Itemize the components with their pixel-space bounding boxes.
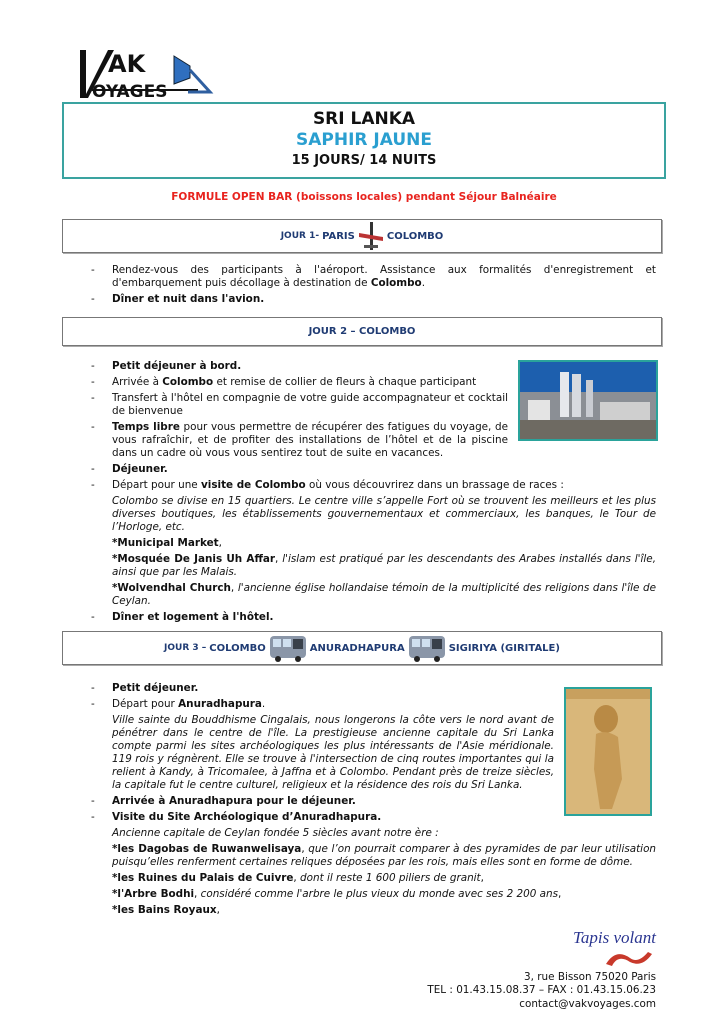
text-segment: Petit déjeuner à bord.: [112, 360, 242, 372]
text-segment: Visite du Site Archéologique d’Anuradhapura.: [112, 811, 382, 823]
text-segment: ,: [194, 888, 201, 900]
program-bullet: [62, 293, 656, 306]
program-bullet: [62, 698, 656, 711]
day-header-text: JOUR 2 – COLOMBO: [308, 326, 416, 337]
text-segment: que l’on pourrait comparer à des pyramides de par leur utilisation puisqu’elles renferment certaines reliques déposées par les rois, mais elles sont en forme de dôme.: [112, 843, 657, 868]
text-segment: Ville sainte du Bouddhisme Cingalais, nous longerons la côte vers le nord avant de pénétrer dans le centre de l'île. La prestigieuse ancienne capitale du Sri Lanka compte parmi les sites archéologiques les plus intéressants de l'Asie méridionale. 119 rois y régnèrent. Elle se trouve à l'intersection de cinq routes importantes qui la relient à Kandy, à Tricomalee, à Jaffna et à Colombo. Pendant près de treize siècles, la capitale fut le centre culturel, religieux et la résidence des rois du Sri Lanka.: [112, 714, 554, 791]
tapis-volant-logo: [427, 948, 656, 971]
text-segment: Anuradhapura: [178, 698, 262, 710]
text-segment: Arrivée à Anuradhapura pour le déjeuner.: [112, 795, 356, 807]
text-segment: ,: [216, 904, 220, 916]
program-bullet: [62, 611, 656, 624]
footer-contact: [427, 928, 656, 1011]
plane-icon: [358, 221, 384, 251]
text-segment: où vous découvrirez dans un brassage de races :: [305, 479, 564, 491]
text-segment: Temps libre: [112, 421, 180, 433]
email-link[interactable]: contact@vakvoyages.com: [519, 997, 656, 1010]
text-segment: Dîner et logement à l'hôtel.: [112, 611, 274, 623]
text-segment: Dîner et nuit dans l'avion.: [112, 293, 265, 305]
day-header-text: COLOMBO: [209, 642, 266, 654]
text-segment: Déjeuner.: [112, 463, 168, 475]
program-paragraph: [62, 582, 656, 608]
text-segment: Rendez-vous des participants à l'aéroport. Assistance aux formalités d'enregistrement et d'embarquement puis décollage à destination de: [112, 264, 656, 289]
vak-voyages-logo: [78, 46, 218, 100]
text-segment: ,: [293, 872, 301, 884]
address: 3, rue Bisson 75020 Paris: [524, 970, 656, 983]
text-segment: ,: [230, 582, 238, 594]
day-header-text: COLOMBO: [386, 230, 444, 242]
text-segment: pour vous permettre de récupérer des fatigues du voyage, de vous rafraîchir, et de profiter des installations de l’hôtel et de la piscine dans un cadre où vous vous sentirez tout de suite en vacances.: [112, 421, 508, 459]
text-segment: *les Ruines du Palais de Cuivre: [112, 872, 294, 884]
text-segment: *Mosquée De Janis Uh Affar: [112, 553, 276, 565]
text-segment: Colombo: [370, 277, 422, 289]
phone-fax: TEL : 01.43.15.08.37 – FAX : 01.43.15.06.23: [427, 984, 656, 996]
program-paragraph: [62, 888, 656, 901]
program-paragraph: [62, 843, 656, 869]
text-segment: l'ancienne église hollandaise témoin de la multiplicité des religions dans l'île de Ceylan.: [112, 582, 656, 607]
bus-icon: [269, 633, 307, 663]
day-header-text: ANURADHAPURA: [309, 642, 405, 654]
text-segment: .: [261, 698, 266, 710]
day-1-header: [62, 219, 662, 253]
program-paragraph: [62, 714, 656, 792]
text-segment: considéré comme l'arbre le plus vieux du monde avec ses 2 200 ans: [200, 888, 559, 900]
text-segment: Colombo: [162, 376, 214, 388]
day-header-text: JOUR 3 –: [164, 643, 207, 653]
bus-icon: [408, 633, 446, 663]
text-segment: *l'Arbre Bodhi: [112, 888, 195, 900]
text-segment: Départ pour une: [112, 479, 201, 491]
text-segment: ,: [301, 843, 309, 855]
text-segment: Ancienne capitale de Ceylan fondée 5 siècles avant notre ère :: [112, 827, 439, 839]
program-bullet: [62, 264, 656, 290]
program-bullet: [62, 376, 656, 389]
tour-name: SAPHIR JAUNE: [295, 130, 433, 150]
day-header-text: SIGIRIYA (GIRITALE): [448, 642, 560, 654]
day-2-header: [62, 317, 662, 346]
text-segment: ,: [218, 537, 222, 549]
program-bullet: [62, 360, 656, 373]
text-segment: et remise de collier de fleurs à chaque participant: [213, 376, 477, 388]
country-title: SRI LANKA: [312, 109, 416, 129]
text-segment: Départ pour: [112, 698, 179, 710]
text-segment: Arrivée à: [112, 376, 163, 388]
open-bar-promo: FORMULE OPEN BAR (boissons locales) pendant Séjour Balnéaire: [171, 191, 557, 203]
program-bullet: [62, 795, 656, 808]
text-segment: .: [421, 277, 426, 289]
text-segment: *Wolvendhal Church: [112, 582, 231, 594]
title-box: [62, 102, 666, 179]
day-3-header: [62, 631, 662, 665]
text-segment: Transfert à l'hôtel en compagnie de votre guide accompagnateur et cocktail de bienvenue: [112, 392, 508, 417]
svg-text:OYAGES: OYAGES: [92, 82, 168, 100]
text-segment: Petit déjeuner.: [112, 682, 199, 694]
program-bullet: [62, 682, 656, 695]
program-bullet: [62, 811, 656, 824]
program-bullet: [62, 392, 656, 418]
program-paragraph: [62, 553, 656, 579]
day-header-text: JOUR 1-: [280, 231, 320, 241]
text-segment: visite de Colombo: [201, 479, 306, 491]
text-segment: l'islam est pratiqué par les descendants des Arabes installés dans l'île, ainsi que par les Malais.: [112, 553, 657, 578]
program-bullet: [62, 463, 656, 476]
text-segment: *les Dagobas de Ruwanwelisaya: [112, 843, 302, 855]
text-segment: ,: [558, 888, 562, 900]
tapis-volant-brand: Tapis volant: [573, 928, 656, 947]
svg-text:AK: AK: [108, 50, 146, 78]
tour-duration: 15 JOURS/ 14 NUITS: [291, 153, 437, 168]
day-1-program: [62, 264, 656, 309]
program-bullet: [62, 479, 656, 492]
program-paragraph: [62, 827, 656, 840]
text-segment: ,: [275, 553, 283, 565]
text-segment: Colombo se divise en 15 quartiers. Le centre ville s’appelle Fort où se trouvent les meilleurs et les plus diverses boutiques, les établissements gouvernementaux et commerciaux, les banques, le Tour de l’Horloge, etc.: [112, 495, 656, 533]
day-2-program: [62, 360, 656, 627]
program-bullet: [62, 421, 656, 460]
program-paragraph: [62, 495, 656, 534]
day-header-text: PARIS: [322, 230, 355, 242]
program-paragraph: [62, 872, 656, 885]
program-paragraph: [62, 904, 656, 917]
text-segment: *Municipal Market: [112, 537, 219, 549]
text-segment: ,: [480, 872, 484, 884]
text-segment: *les Bains Royaux: [112, 904, 217, 916]
day-3-program: [62, 682, 656, 920]
text-segment: dont il reste 1 600 piliers de granit: [300, 872, 481, 884]
program-paragraph: [62, 537, 656, 550]
